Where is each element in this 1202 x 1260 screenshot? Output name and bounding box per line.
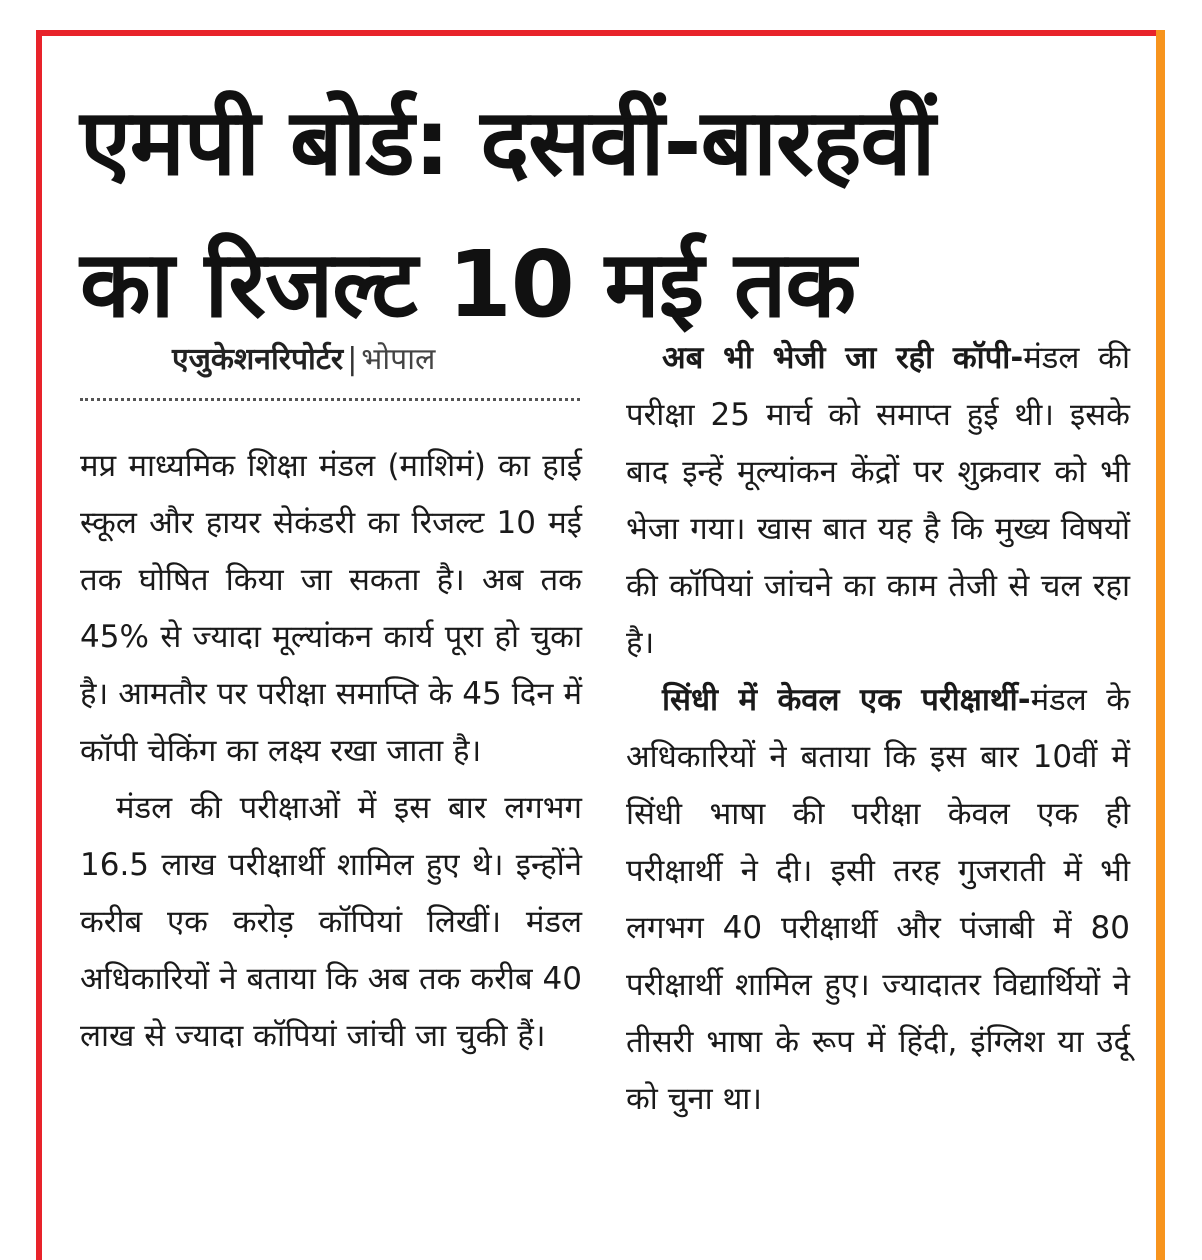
article-right-column: [626, 330, 1130, 1128]
byline-reporter: एजुकेशनरिपोर्टर: [172, 342, 344, 377]
byline-city: भोपाल: [361, 342, 436, 377]
subheading-copies: अब भी भेजी जा रही कॉपी-: [662, 340, 1024, 376]
right-paragraph-2-text: मंडल के अधिकारियों ने बताया कि इस बार 10वीं में सिंधी भाषा की परीक्षा केवल एक ही परीक्षार्थी ने दी। इसी तरह गुजराती में भी लगभग 40 परीक्षार्थी और पंजाबी में 80 परीक्षार्थी शामिल हुए। ज्यादातर विद्यार्थियों ने तीसरी भाषा के रूप में हिंदी, इंग्लिश या उर्दू को चुना था।: [626, 682, 1131, 1117]
article-left-column: [80, 438, 582, 1065]
right-paragraph-1-text: मंडल की परीक्षा 25 मार्च को समाप्त हुई थी। इसके बाद इन्हें मूल्यांकन केंद्रों पर शुक्रवार को भी भेजा गया। खास बात यह है कि मुख्य विषयों की कॉपियां जांचने का काम तेजी से चल रहा है।: [626, 340, 1130, 661]
headline: [80, 72, 1140, 356]
left-paragraph-1: मप्र माध्यमिक शिक्षा मंडल (माशिमं) का हाई स्कूल और हायर सेकंडरी का रिजल्ट 10 मई तक घोषित किया जा सकता है। अब तक 45% से ज्यादा मूल्यांकन कार्य पूरा हो चुका है। आमतौर पर परीक्षा समाप्ति के 45 दिन में कॉपी चेकिंग का लक्ष्य रखा जाता है।: [80, 448, 582, 769]
byline-separator: |: [347, 342, 358, 377]
subheading-sindhi: सिंधी में केवल एक परीक्षार्थी-: [662, 682, 1031, 718]
right-paragraph-2: [626, 672, 1130, 1128]
left-paragraph-2: मंडल की परीक्षाओं में इस बार लगभग 16.5 लाख परीक्षार्थी शामिल हुए थे। इन्होंने करीब एक करोड़ कॉपियां लिखीं। मंडल अधिकारियों ने बताया कि अब तक करीब 40 लाख से ज्यादा कॉपियां जांची जा चुकी हैं।: [80, 790, 582, 1054]
headline-line-2: का रिजल्ट 10 मई तक: [80, 231, 856, 338]
byline: [172, 338, 435, 382]
top-red-border: [36, 30, 1156, 36]
right-paragraph-1: [626, 330, 1130, 672]
byline-divider: [80, 398, 580, 401]
headline-line-1: एमपी बोर्ड: दसवीं-बारहवीं: [80, 89, 935, 196]
left-red-border: [36, 30, 42, 1260]
right-orange-border: [1156, 30, 1165, 1260]
